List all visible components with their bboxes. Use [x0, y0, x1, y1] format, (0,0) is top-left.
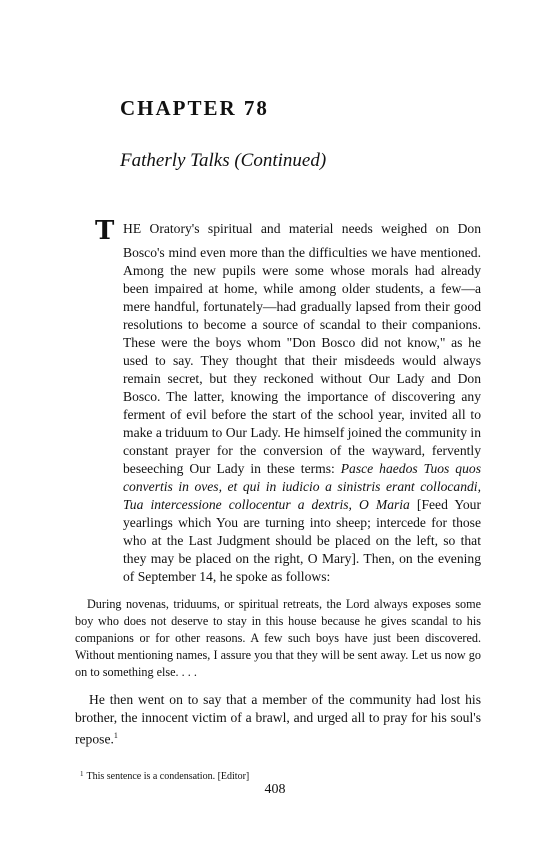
footnote-marker: 1 [113, 731, 118, 740]
first-word-rest: HE [123, 221, 142, 236]
ornamental-dropcap: T [95, 216, 115, 246]
chapter-subtitle: Fatherly Talks (Continued) [120, 150, 327, 171]
quoted-speech: During novenas, triduums, or spiritual retreats, the Lord always exposes some boy who does not deserve to stay in this house because he gives scandal to his companions or for other reasons. A few such boys have just been discovered. Without mentioning names, I assure you that they will be sent away. Let us now go on to something else. . . . [75, 597, 481, 679]
paragraph-1 [75, 218, 481, 586]
paragraph-2-text: He then went on to say that a member of the community had lost his brother, the innocent victim of a brawl, and urged all to pray for his soul's repose. [75, 692, 481, 747]
chapter-heading: CHAPTER 78 [120, 96, 269, 120]
paragraph-1-text-a: Oratory's spiritual and material needs weighed on Don Bosco's mind even more than the difficulties we have mentioned. Among the new pupils were some whose morals had already been impaired at home, while among older students, a few—a mere handful, fortunately—had gradually lapsed from their good resolutions to become a source of scandal to their companions. These were the boys whom "Don Bosco did not know," as he used to say. They thought that their misdeeds would always remain secret, but they reckoned without Our Lady and Don Bosco. The latter, knowing the importance of discovering any ferment of evil before the start of the school year, invited all to make a triduum to Our Lady. He himself joined the community in constant prayer for the conversion of the wayward, fervently beseeching Our Lady in these terms: [123, 221, 481, 476]
latin-prayer: Pasce haedos Tuos quos convertis in oves, et qui in iudicio a sinistris erant collocandi, Tua intercessione collocentur a dextris, O Maria [123, 461, 481, 512]
main-text [75, 218, 481, 749]
footnote-text: This sentence is a condensation. [Editor] [86, 771, 250, 782]
paragraph-1-text-b: [Feed Your yearlings which You are turning into sheep; intercede for those who at the Last Judgment should be placed on the left, so that they may be placed on the right, O Mary]. Then, on the evening of September 14, he spoke as follows: [123, 497, 481, 584]
page-number: 408 [264, 782, 286, 797]
footnote-number: 1 [80, 770, 84, 778]
footnote [80, 770, 249, 782]
paragraph-2 [75, 691, 481, 749]
